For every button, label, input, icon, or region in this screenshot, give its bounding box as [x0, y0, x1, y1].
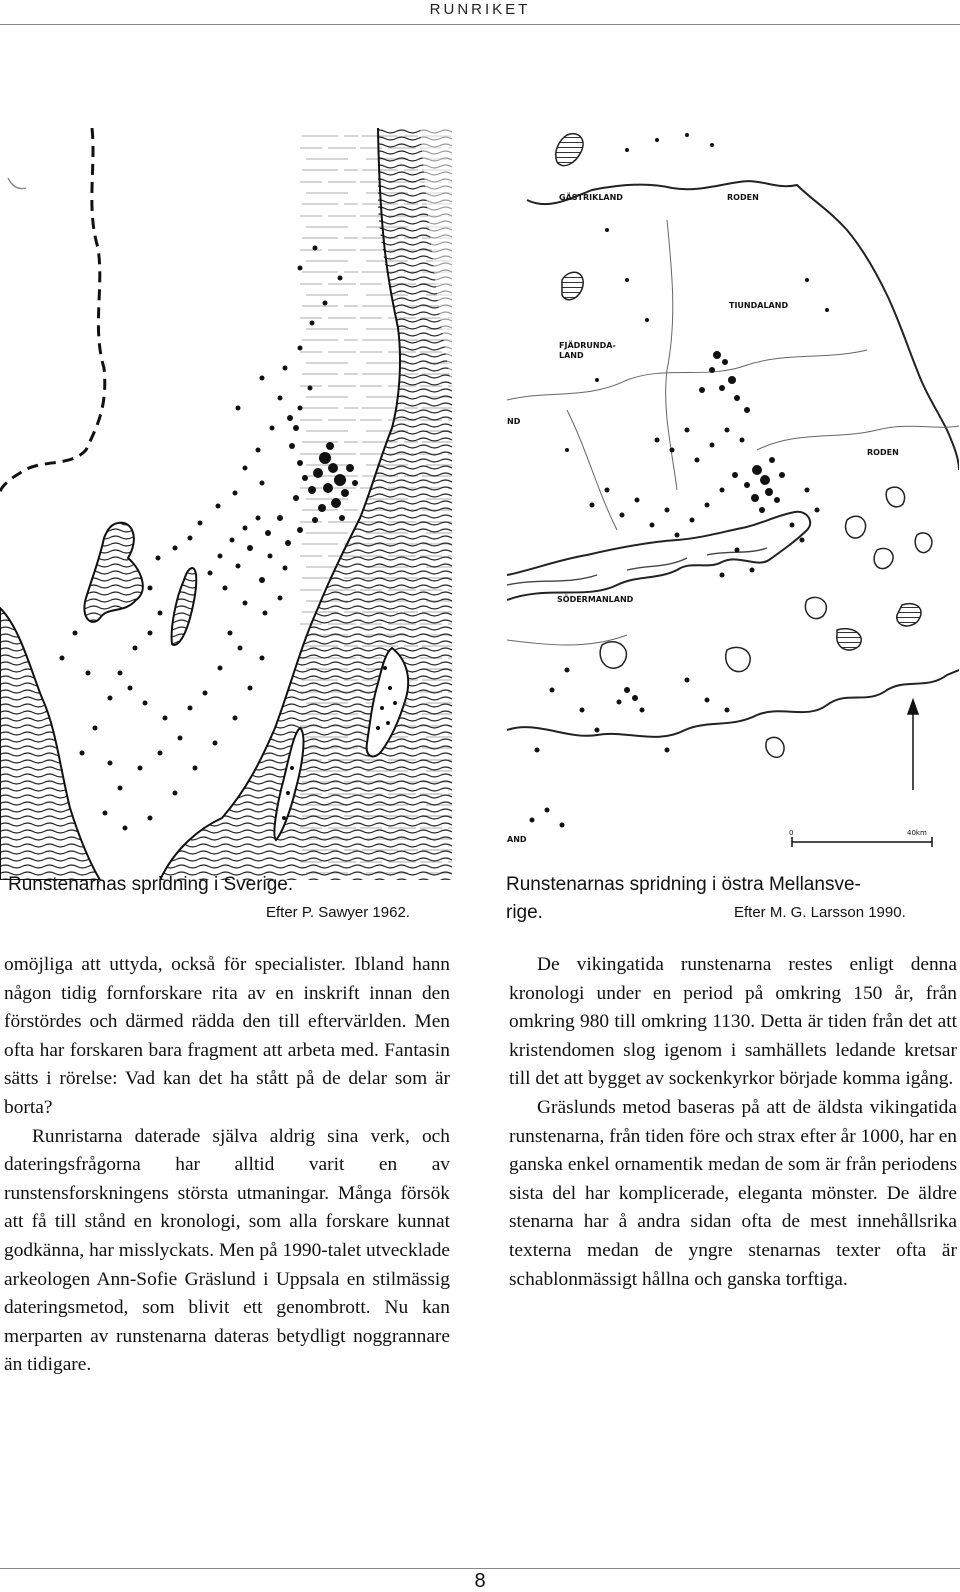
paragraph: De vikingatida runstenarna restes enligt denna kronologi under en period på omkring 150 år, från omkring 980 till omkring 1130. Detta är tiden från det att kristendomen slog igenom i samhällets ledande kretsar till det att bygget av sockenkyrkor började komma igång.: [509, 954, 957, 1090]
figure-caption-left: Runstenarnas spridning i Sverige.: [8, 874, 294, 895]
south-coast: [507, 670, 959, 737]
lake-top: [556, 134, 583, 166]
label-gastrikland: GÄSTRIKLAND: [559, 193, 623, 202]
label-sodermanland: SÖDERMANLAND: [557, 595, 634, 604]
paragraph: Runristarna daterade själva aldrig sina verk, och dateringsfrågorna har alltid varit en av runstensforskningens största utmaningar. Många försök att få till stånd en kronologi, som alla forskare kunnat godkänna, har misslyckats. Men på 1990-talet utvecklade arkeologen Ann-Sofie Gräslund i Uppsala en stilmässig dateringsmetod, som blivit ett genombrott. Nu kan merparten av runstenarna dateras betydligt noggrannare än tidigare.: [4, 1125, 450, 1376]
body-column-left: [4, 951, 450, 1380]
paragraph: omöjliga att uttyda, också för specialister. Ibland hann någon tidig fornforskare rita av en inskrift innan den förstördes och därmed rädda den till eftervärlden. Men ofta har forskaren bara fragment att arbeta med. Fantasin sätts i rörelse: Vad kan det ha stått på de delar som är borta?: [4, 954, 450, 1118]
north-arrow-icon: [908, 700, 918, 790]
running-head: RUNRIKET: [429, 1, 531, 18]
lake-central: [172, 568, 197, 645]
page-number: 8: [474, 1570, 486, 1592]
label-roden-right: RODEN: [867, 448, 899, 457]
label-nd: ND: [507, 417, 521, 426]
body-column-right: [509, 951, 957, 1294]
map-sweden: [0, 128, 452, 880]
rune-stone-dots-east: [530, 133, 830, 828]
label-fjadrundaland-1: FJÄDRUNDA-: [559, 341, 616, 350]
map-east-central-sweden: [507, 130, 959, 857]
lake-malaren: [507, 512, 810, 600]
figure-caption-right-line2: rige.: [506, 902, 543, 923]
lake-east: [897, 604, 921, 626]
border-dashed-line: [0, 128, 105, 493]
scale-km: 40km: [907, 829, 927, 837]
west-coast-sea: [0, 608, 100, 880]
label-and: AND: [507, 835, 527, 844]
lake-west: [84, 523, 142, 622]
lake-north: [562, 272, 583, 300]
figure-credit-right: Efter M. G. Larsson 1990.: [734, 904, 906, 921]
label-tiundaland: TIUNDALAND: [729, 301, 789, 310]
header-rule: [0, 24, 960, 25]
paragraph: Gräslunds metod baseras på att de äldsta vikingatida runstenarna, från tiden före och strax efter år 1000, har en ganska enkel ornamentik medan de som är från periodens sista del har komplicerade, eleganta mönster. De äldre stenarna har å andra sidan ofta de mest innehållsrika texterna medan de yngre stenarnas texter ofta är schablonmässigt hållna och ganska torftiga.: [509, 1096, 957, 1290]
archipelago-islands: [600, 487, 932, 757]
footer-rule: [0, 1568, 960, 1569]
label-roden-top: RODEN: [727, 193, 759, 202]
label-fjadrundaland-2: LAND: [559, 351, 584, 360]
scale-bar: [792, 837, 932, 847]
scale-zero: 0: [789, 829, 794, 837]
figure-credit-left: Efter P. Sawyer 1962.: [266, 904, 410, 921]
figure-caption-right-line1: Runstenarnas spridning i östra Mellansve-: [506, 874, 861, 895]
